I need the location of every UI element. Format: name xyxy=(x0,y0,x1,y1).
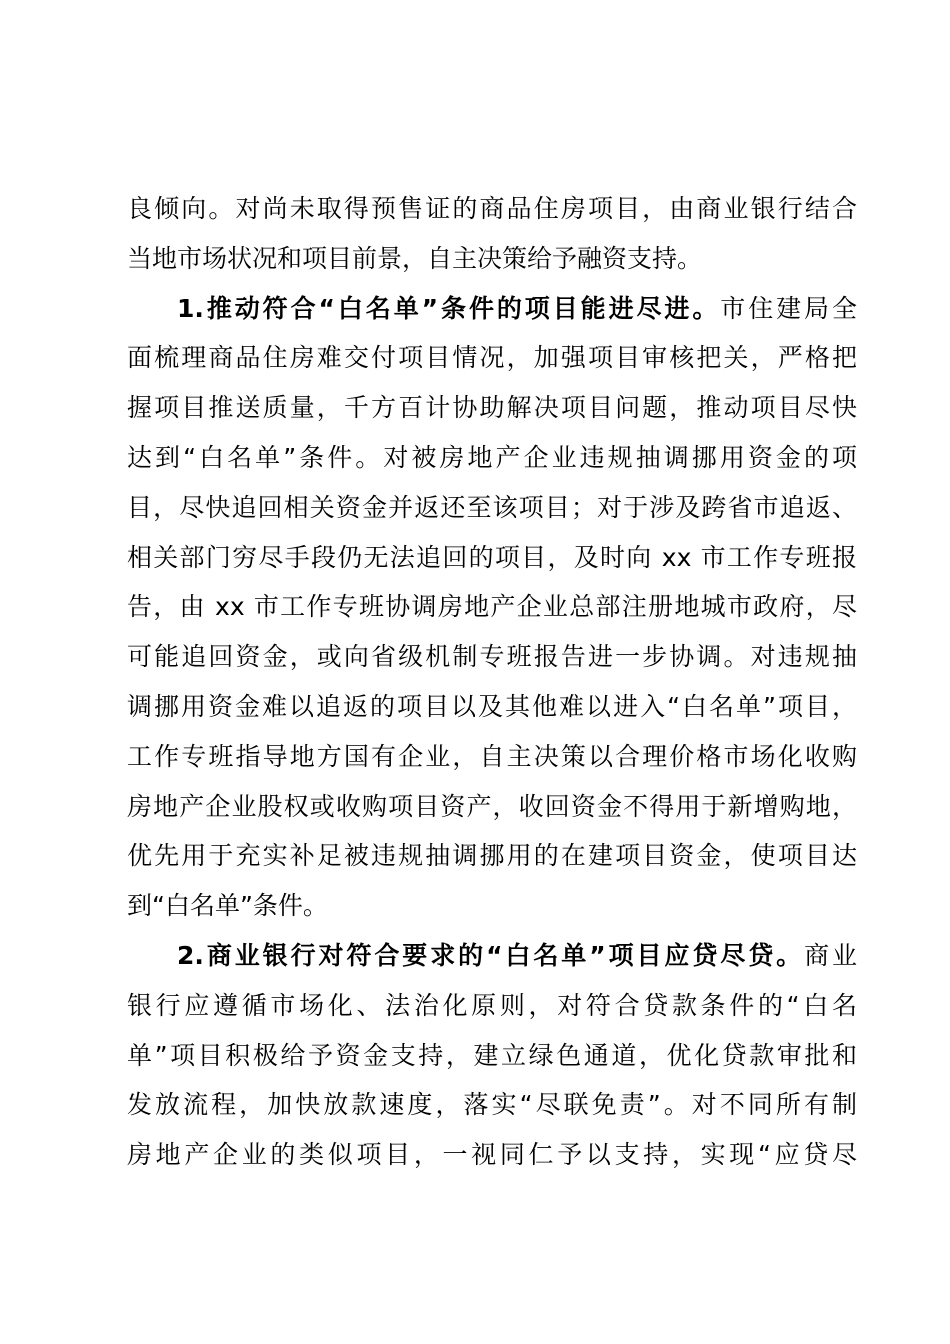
section1-line: 握项目推送质量，千方百计协助解决项目问题，推动项目尽快 xyxy=(127,393,857,423)
section1-line: 目，尽快追回相关资金并返还至该项目；对于涉及跨省市追返、 xyxy=(127,492,857,522)
intro-line: 良倾向。对尚未取得预售证的商品住房项目，由商业银行结合 xyxy=(127,194,857,223)
section2-line: 银行应遵循市场化、法治化原则，对符合贷款条件的“白名 xyxy=(127,990,857,1020)
section2-line: 单”项目积极给予资金支持，建立绿色通道，优化贷款审批和 xyxy=(127,1040,857,1070)
section1-line: 优先用于充实补足被违规抽调挪用的在建项目资金，使项目达 xyxy=(127,841,857,871)
document-body xyxy=(127,184,857,1180)
section1-line: 面梳理商品住房难交付项目情况，加强项目审核把关，严格把 xyxy=(127,343,857,373)
section2-first-line-text: 商业 xyxy=(804,940,857,970)
section1-line: 房地产企业股权或收购项目资产，收回资金不得用于新增购地， xyxy=(127,791,857,821)
section2-heading: 2.商业银行对符合要求的“白名单”项目应贷尽贷。 xyxy=(177,940,805,970)
section2-first-line xyxy=(127,931,857,981)
section2-line: 发放流程，加快放款速度，落实“尽联免责”。对不同所有制 xyxy=(127,1090,857,1120)
section1-line: 调挪用资金难以追返的项目以及其他难以进入“白名单”项目， xyxy=(127,691,857,721)
section1-line: 可能追回资金，或向省级机制专班报告进一步协调。对违规抽 xyxy=(127,642,857,672)
section1-line: 工作专班指导地方国有企业，自主决策以合理价格市场化收购 xyxy=(127,741,857,771)
section1-first-line-text: 市住建局全 xyxy=(720,293,857,323)
section1-first-line xyxy=(127,284,857,334)
section1-line: 达到“白名单”条件。对被房地产企业违规抽调挪用资金的项 xyxy=(127,442,857,472)
section1-heading: 1.推动符合“白名单”条件的项目能进尽进。 xyxy=(177,293,721,323)
section1-line: 告，由 xx 市工作专班协调房地产企业总部注册地城市政府，尽 xyxy=(127,592,857,622)
section1-line: 相关部门穷尽手段仍无法追回的项目，及时向 xx 市工作专班报 xyxy=(127,542,857,572)
section2-line: 房地产企业的类似项目，一视同仁予以支持，实现“应贷尽 xyxy=(127,1140,857,1170)
intro-line: 当地市场状况和项目前景，自主决策给予融资支持。 xyxy=(127,243,703,273)
section1-line: 到“白名单”条件。 xyxy=(127,891,328,921)
